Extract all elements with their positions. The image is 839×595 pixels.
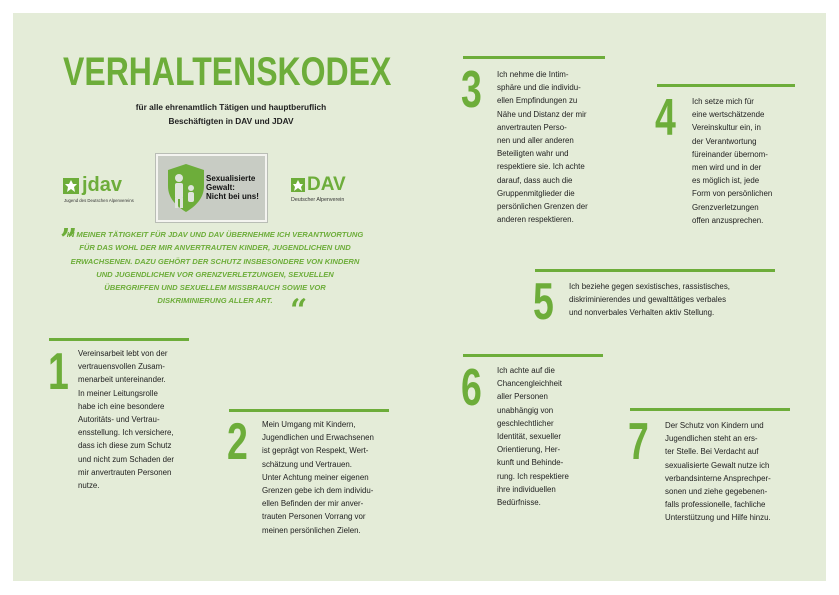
dav-wordmark: DAV: [307, 174, 346, 195]
item-5-text: [569, 280, 730, 320]
text-line: nen und aller anderen: [497, 136, 574, 146]
item-4-bar: [657, 84, 795, 87]
text-line: Jugendlichen steht an ers-: [665, 434, 758, 444]
text-line: men wird und in der: [692, 163, 762, 173]
text-line: Nähe und Distanz der mir: [497, 109, 587, 119]
text-line: darauf, dass auch die: [497, 175, 573, 185]
text-line: menarbeit untereinander.: [78, 375, 166, 385]
item-5-bar: [535, 269, 775, 272]
text-line: unabhängig von: [497, 405, 554, 415]
item-6-text: [497, 364, 569, 509]
text-line: Grenzen gebe ich dem individu-: [262, 486, 374, 496]
text-line: geschlechtlicher: [497, 418, 554, 428]
text-line: sphäre und die individu-: [497, 83, 581, 93]
text-line: Ich setze mich für: [692, 97, 754, 106]
text-line: Mein Umgang mit Kindern,: [262, 420, 356, 429]
text-line: anvertrauten Perso-: [497, 122, 567, 132]
mission-quote: IN MEINER TÄTIGKEIT FÜR JDAV UND DAV ÜBERNEHME ICH VERANTWORTUNG FÜR DAS WOHL DER MIR ANVERTRAUTEN KINDER, JUGENDLICHEN UND ERWACHSENEN. DAZU GEHÖRT DER SCHUTZ INSBESONDERE VON KINDERN UND JUGENDLICHEN VOR GRENZVERLETZUNGEN, SEXUELLEN ÜBERGRIFFEN UND SEXUELLEM MISSBRAUCH SOWIE VOR DISKRIMINIERUNG ALLER ART.: [66, 230, 364, 306]
item-1-bar: [49, 338, 189, 341]
item-6-bar: [463, 354, 603, 357]
text-line: sonen und ziehe gegebenen-: [665, 487, 768, 497]
text-line: aller Personen: [497, 392, 548, 402]
item-5-number: 5: [533, 273, 554, 331]
text-line: Grenzverletzungen: [692, 202, 759, 212]
page-title: VERHALTENSKODEX: [63, 50, 392, 94]
jdav-logo: [62, 176, 134, 208]
text-line: rung. Ich respektiere: [497, 471, 569, 481]
text-line: anderen respektieren.: [497, 215, 574, 225]
text-line: ter Stelle. Bei Verdacht auf: [665, 447, 759, 457]
text-line: füreinander übernom-: [692, 149, 768, 159]
text-line: persönlichen Grenzen der: [497, 202, 588, 212]
text-line: nutze.: [78, 481, 100, 491]
item-7-number: 7: [628, 413, 649, 471]
text-line: offen anzusprechen.: [692, 215, 764, 225]
text-line: meinen persönlichen Zielen.: [262, 525, 361, 535]
item-7-text: [665, 419, 771, 525]
text-line: kunft und Behinde-: [497, 458, 564, 468]
text-line: Ich beziehe gegen sexistisches, rassistisches,: [569, 282, 730, 291]
text-line: sexualisierte Gewalt nutze ich: [665, 460, 770, 470]
text-line: Identität, sexueller: [497, 432, 562, 442]
text-line: respektiere sie. Ich achte: [497, 162, 585, 172]
item-7-bar: [630, 408, 790, 411]
jdav-wordmark: jdav: [82, 174, 123, 196]
text-line: Unterstützung und Hilfe hinzu.: [665, 513, 771, 523]
text-line: Vereinsarbeit lebt von der: [78, 349, 168, 358]
text-line: und nicht zum Schaden der: [78, 454, 175, 464]
text-line: Orientierung, Her-: [497, 445, 561, 455]
text-line: dass ich diese zum Schutz: [78, 441, 172, 451]
text-line: schätzung und Vertrauen.: [262, 459, 352, 469]
text-line: und nonverbales Verhalten aktiv Stellung.: [569, 308, 715, 318]
quote-open-icon: ”: [60, 223, 78, 258]
text-line: Bedürfnisse.: [497, 498, 541, 508]
text-line: Vereinskultur ein, in: [692, 123, 761, 133]
item-2-number: 2: [227, 413, 248, 471]
text-line: ihre individuellen: [497, 484, 556, 494]
text-line: ellen Befinden der mir anver-: [262, 499, 364, 509]
item-3-number: 3: [461, 61, 482, 119]
text-line: ist geprägt von Respekt, Wert-: [262, 446, 369, 456]
text-line: falls professionelle, fachliche: [665, 500, 766, 510]
page-subtitle: für alle ehrenamtlich Tätigen und hauptberuflich Beschäftigten in DAV und JDAV: [135, 102, 327, 126]
text-line: Ich achte auf die: [497, 366, 555, 375]
text-line: Chancengleichheit: [497, 379, 562, 389]
dav-logo: [289, 176, 357, 208]
item-2-text: [262, 418, 374, 537]
text-line: Unter Achtung meiner eigenen: [262, 472, 369, 482]
item-2-bar: [229, 409, 389, 412]
text-line: Ich nehme die Intim-: [497, 70, 569, 79]
text-line: Form von persönlichen: [692, 189, 773, 199]
item-6-number: 6: [461, 359, 482, 417]
dav-caption: Deutscher Alpenverein: [291, 197, 345, 203]
family-shield-icon: [164, 162, 208, 214]
text-line: verbandsinterne Ansprechper-: [665, 473, 771, 483]
text-line: mir anvertrauten Personen: [78, 467, 172, 477]
quote-close-icon: “: [290, 293, 308, 328]
item-3-bar: [463, 56, 605, 59]
text-line: Jugendlichen und Erwachsenen: [262, 433, 374, 443]
item-3-text: [497, 68, 588, 226]
text-line: ensstellung. Ich versichere,: [78, 428, 174, 438]
campaign-text: Sexualisierte Gewalt: Nicht bei uns!: [206, 174, 259, 201]
text-line: habe ich eine besondere: [78, 401, 165, 411]
text-line: eine wertschätzende: [692, 110, 765, 120]
text-line: diskriminierendes und gewalttätiges verbales: [569, 295, 727, 305]
text-line: Beteiligten wahr und: [497, 149, 569, 159]
text-line: vertrauensvollen Zusam-: [78, 362, 165, 372]
text-line: trauten Personen Vorrang vor: [262, 512, 366, 522]
text-line: es möglich ist, jede: [692, 176, 760, 186]
item-1-text: [78, 347, 174, 492]
text-line: Autoritäts- und Vertrau-: [78, 415, 160, 425]
text-line: ellen Empfindungen zu: [497, 96, 578, 106]
item-4-text: [692, 95, 772, 227]
campaign-logo: [156, 154, 267, 222]
item-4-number: 4: [655, 89, 676, 147]
text-line: In meiner Leitungsrolle: [78, 388, 158, 398]
item-1-number: 1: [48, 343, 69, 401]
text-line: der Verantwortung: [692, 136, 757, 146]
text-line: Der Schutz von Kindern und: [665, 421, 764, 430]
text-line: Gruppenmitglieder die: [497, 188, 575, 198]
jdav-caption: Jugend des Deutschen Alpenvereins: [64, 198, 134, 203]
